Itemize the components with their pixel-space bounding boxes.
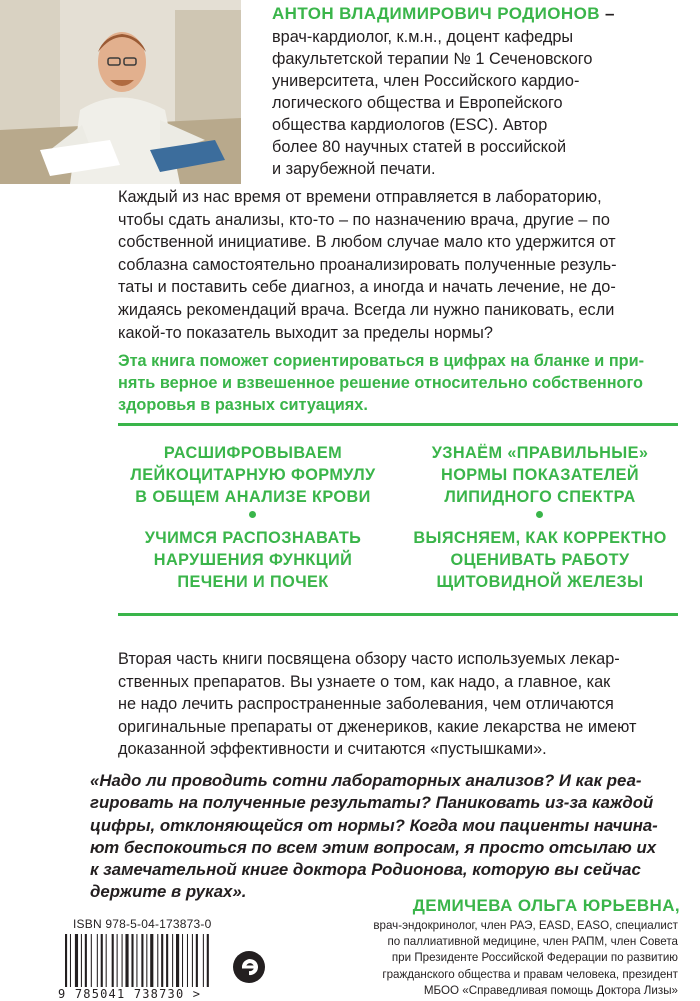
barcode-bar <box>203 934 204 990</box>
barcode-bar <box>196 934 198 990</box>
feature-line: ЩИТОВИДНОЙ ЖЕЛЕЗЫ <box>436 573 644 591</box>
barcode-bar <box>65 934 67 990</box>
author-bio-line: более 80 научных статей в российской <box>272 138 567 156</box>
intro-paragraph <box>118 186 678 344</box>
feature-4 <box>400 527 680 593</box>
quote-author-name: ДЕМИЧЕВА ОЛЬГА ЮРЬЕВНА, <box>412 896 680 915</box>
divider-bottom <box>118 613 678 616</box>
barcode <box>63 934 213 990</box>
quote-line: цифры, отклоняющейся от нормы? Когда мои пациенты начина- <box>90 815 658 835</box>
quote-author-bio-line: МБОО «Справедливая помощь Доктора Лизы» <box>423 983 678 997</box>
barcode-bar <box>117 934 118 990</box>
quote-author-bio-line: врач-эндокринолог, член РАЭ, EASD, EASO, специалист <box>373 919 678 932</box>
barcode-bar <box>85 934 87 990</box>
barcode-bar <box>70 934 71 990</box>
barcode-bar <box>192 934 193 990</box>
barcode-bar <box>150 934 153 990</box>
barcode-bar <box>106 934 107 990</box>
feature-line: ПЕЧЕНИ И ПОЧЕК <box>177 573 329 591</box>
bullet-dot <box>249 511 256 518</box>
intro-line: Каждый из нас время от времени отправляется в лабораторию, <box>118 188 602 206</box>
testimonial-quote <box>90 770 680 904</box>
barcode-bar <box>122 934 123 990</box>
author-bio-line: и зарубежной печати. <box>272 160 436 178</box>
author-bio-line: общества кардиологов (ESC). Автор <box>272 116 548 134</box>
barcode-bar <box>187 934 188 990</box>
part2-line: Вторая часть книги посвящена обзору часто используемых лекар- <box>118 650 620 668</box>
author-bio-line: логического общества и Европейского <box>272 94 563 112</box>
intro-line: какой-то показатель выходит за пределы нормы? <box>118 323 493 342</box>
barcode-bar <box>141 934 143 990</box>
intro-line: собственной инициативе. В любом случае мало кто удержится от <box>118 233 616 252</box>
part2-line: ственных препаратов. Вы узнаете о том, как надо, а главное, как <box>118 672 611 691</box>
intro-line: таты и поставить себе диагноз, а иногда и начать лечение, не до- <box>118 278 616 297</box>
lead-line: здоровья в разных ситуациях. <box>118 395 368 414</box>
publisher-logo-icon <box>232 950 266 984</box>
barcode-bar <box>172 934 173 990</box>
feature-2 <box>400 442 680 508</box>
author-bio-line: врач-кардиолог, к.м.н., доцент кафедры <box>272 28 574 46</box>
barcode-bar <box>101 934 103 990</box>
barcode-bar <box>157 934 158 990</box>
lead-line: нять верное и взвешенное решение относительно собственного <box>118 373 644 392</box>
author-name: АНТОН ВЛАДИМИРОВИЧ РОДИОНОВ <box>272 4 600 23</box>
feature-3 <box>118 527 388 593</box>
bullet-dot <box>536 511 543 518</box>
barcode-bar <box>161 934 163 990</box>
quote-author-bio-line: по паллиативной медицине, член РАПМ, член Совета <box>387 935 678 949</box>
feature-line: ОЦЕНИВАТЬ РАБОТУ <box>450 551 630 569</box>
feature-line: НОРМЫ ПОКАЗАТЕЛЕЙ <box>441 466 639 484</box>
barcode-bar <box>75 934 78 990</box>
feature-line: УЗНАЁМ «ПРАВИЛЬНЫЕ» <box>431 444 649 462</box>
quote-line: гировать на полученные результаты? Паниковать из-за каждой <box>90 793 654 813</box>
feature-1 <box>118 442 388 508</box>
feature-line: НАРУШЕНИЯ ФУНКЦИЙ <box>153 551 353 569</box>
quote-line: держите в руках». <box>90 882 247 902</box>
quote-author-bio <box>278 918 678 999</box>
barcode-bar <box>146 934 147 990</box>
author-bio-line: факультетской терапии № 1 Сеченовского <box>272 50 593 68</box>
feature-line: ЛЕЙКОЦИТАРНУЮ ФОРМУЛУ <box>130 466 376 484</box>
author-bio <box>272 26 692 180</box>
barcode-bar <box>97 934 98 990</box>
barcode-bar <box>112 934 114 990</box>
quote-line: к замечательной книге доктора Родионова, которую вы сейчас <box>90 860 641 880</box>
barcode-bar <box>182 934 183 990</box>
barcode-digits: 9 785041 738730 > <box>58 987 218 1001</box>
author-block <box>272 2 692 180</box>
quote-author-bio-line: гражданского общества и правам человека, президент <box>382 967 678 981</box>
author-photo <box>0 0 241 184</box>
part2-paragraph <box>118 648 678 761</box>
barcode-bar <box>81 934 82 990</box>
lead-paragraph <box>118 351 678 416</box>
author-name-line <box>272 2 692 26</box>
lead-line: Эта книга поможет сориентироваться в цифрах на бланке и при- <box>118 352 645 370</box>
feature-line: РАСШИФРОВЫВАЕМ <box>163 444 343 462</box>
feature-line: ВЫЯСНЯЕМ, КАК КОРРЕКТНО <box>413 529 667 547</box>
intro-line: чтобы сдать анализы, кто-то – по назначению врача, другие – по <box>118 210 610 229</box>
author-name-dash: – <box>599 4 615 23</box>
part2-line: оригинальные препараты от дженериков, какие лекарства не имеют <box>118 717 637 736</box>
barcode-bar <box>131 934 133 990</box>
author-bio-line: университета, член Российского кардио- <box>272 72 580 90</box>
quote-line: ют беспокоиться по всем этим вопросам, я просто отсылаю их <box>90 837 657 857</box>
quote-author-bio-line: при Президенте Российской Федерации по развитию <box>391 951 678 965</box>
barcode-bar <box>207 934 209 990</box>
part2-line: не надо лечить распространенные заболевания, чем отличаются <box>118 695 614 714</box>
feature-line: УЧИМСЯ РАСПОЗНАВАТЬ <box>144 529 362 547</box>
barcode-bar <box>125 934 128 990</box>
feature-line: В ОБЩЕМ АНАЛИЗЕ КРОВИ <box>135 488 371 506</box>
barcode-bar <box>166 934 168 990</box>
intro-line: соблазна самостоятельно проанализировать полученные резуль- <box>118 255 617 274</box>
divider-top <box>118 423 678 426</box>
barcode-bar <box>176 934 179 990</box>
part2-line: доказанной эффективности и считаются «пустышками». <box>118 740 547 759</box>
barcode-bar <box>91 934 92 990</box>
quote-line: «Надо ли проводить сотни лабораторных анализов? И как реа- <box>90 771 642 790</box>
feature-line: ЛИПИДНОГО СПЕКТРА <box>444 488 636 506</box>
isbn-text: ISBN 978-5-04-173873-0 <box>73 917 212 931</box>
barcode-bar <box>136 934 137 990</box>
intro-line: жидаясь рекомендаций врача. Всегда ли нужно паниковать, если <box>118 300 615 319</box>
